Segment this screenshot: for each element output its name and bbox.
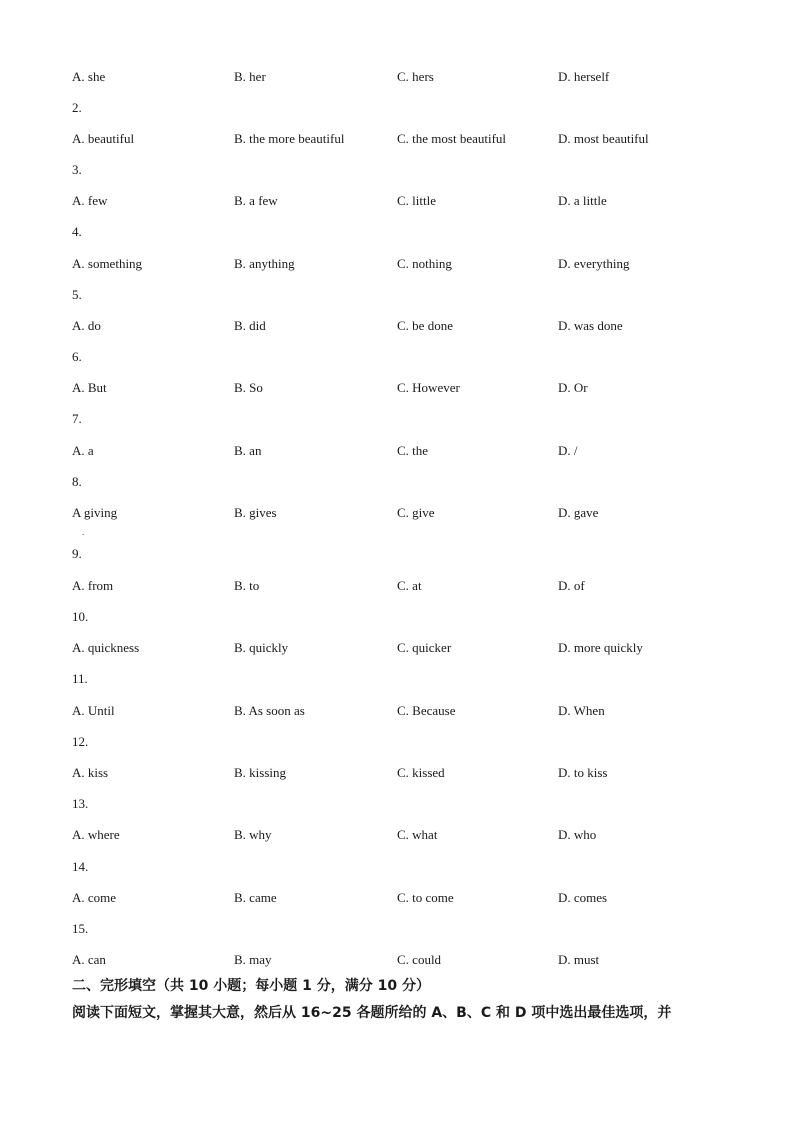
- option-a: A. something: [72, 256, 143, 271]
- options-row-14: [0, 890, 794, 906]
- options-row-1: [0, 69, 794, 85]
- option-b: B. So: [234, 380, 263, 395]
- option-a: A. kiss: [72, 765, 109, 780]
- option-b: B. gives: [234, 505, 277, 520]
- option-c: C. what: [397, 827, 438, 842]
- question-number-11: 11.: [72, 671, 88, 686]
- question-number-13: 13.: [72, 796, 89, 811]
- option-a: A. she: [72, 69, 106, 84]
- option-b: B. why: [234, 827, 272, 842]
- option-d: D. was done: [558, 318, 623, 333]
- option-c: C. little: [397, 193, 436, 208]
- question-number-15: 15.: [72, 921, 89, 936]
- question-number-5: 5.: [72, 287, 82, 302]
- option-d: D. Or: [558, 380, 588, 395]
- option-b: B. to: [234, 578, 260, 593]
- option-d: D. must: [558, 952, 600, 967]
- option-d: D. more quickly: [558, 640, 643, 655]
- section-title: 二、完形填空（共 10 小题；每小题 1 分，满分 10 分）: [72, 978, 430, 994]
- question-number-3: 3.: [72, 162, 82, 177]
- option-a: A. beautiful: [72, 131, 135, 146]
- option-d: D. everything: [558, 256, 630, 271]
- options-row-9: [0, 578, 794, 594]
- question-number-7: 7.: [72, 411, 82, 426]
- option-a: A. few: [72, 193, 108, 208]
- options-row-8: [0, 505, 794, 521]
- question-number-14: 14.: [72, 859, 89, 874]
- option-c: C. give: [397, 505, 435, 520]
- option-c: C. to come: [397, 890, 454, 905]
- options-row-5: [0, 318, 794, 334]
- question-number-6: 6.: [72, 349, 82, 364]
- option-b: B. As soon as: [234, 703, 305, 718]
- option-d: D. When: [558, 703, 605, 718]
- stray-dot-mark: .: [82, 527, 85, 537]
- options-row-15: [0, 952, 794, 968]
- option-d: D. herself: [558, 69, 610, 84]
- option-b: B. quickly: [234, 640, 289, 655]
- option-a: A giving: [72, 505, 118, 520]
- options-row-3: [0, 193, 794, 209]
- question-number-9: 9.: [72, 546, 82, 561]
- option-a: A. a: [72, 443, 94, 458]
- question-number-8: 8.: [72, 474, 82, 489]
- options-row-13: [0, 827, 794, 843]
- option-a: A. from: [72, 578, 114, 593]
- options-row-4: [0, 256, 794, 272]
- option-a: A. where: [72, 827, 120, 842]
- option-a: A. But: [72, 380, 107, 395]
- option-b: B. anything: [234, 256, 295, 271]
- option-d: D. to kiss: [558, 765, 608, 780]
- option-d: D. a little: [558, 193, 607, 208]
- option-c: C. However: [397, 380, 460, 395]
- option-c: C. could: [397, 952, 442, 967]
- option-b: B. a few: [234, 193, 278, 208]
- option-b: B. did: [234, 318, 266, 333]
- options-row-7: [0, 443, 794, 459]
- option-a: A. Until: [72, 703, 115, 718]
- option-c: C. Because: [397, 703, 456, 718]
- option-a: A. can: [72, 952, 106, 967]
- option-b: B. came: [234, 890, 277, 905]
- option-a: A. come: [72, 890, 117, 905]
- option-d: D. comes: [558, 890, 608, 905]
- options-row-10: [0, 640, 794, 656]
- option-c: C. be done: [397, 318, 453, 333]
- option-b: B. may: [234, 952, 272, 967]
- question-number-10: 10.: [72, 609, 89, 624]
- option-c: C. nothing: [397, 256, 452, 271]
- question-number-2: 2.: [72, 100, 82, 115]
- option-a: A. do: [72, 318, 101, 333]
- option-d: D. gave: [558, 505, 599, 520]
- option-c: C. kissed: [397, 765, 445, 780]
- option-d: D. who: [558, 827, 597, 842]
- options-row-6: [0, 380, 794, 396]
- question-number-4: 4.: [72, 224, 82, 239]
- option-b: B. the more beautiful: [234, 131, 345, 146]
- options-row-11: [0, 703, 794, 719]
- section-instruction: 阅读下面短文，掌握其大意，然后从 16~25 各题所给的 A、B、C 和 D 项中选出最佳选项，并: [72, 1005, 672, 1021]
- option-d: D. /: [558, 443, 578, 458]
- option-d: D. of: [558, 578, 585, 593]
- options-row-12: [0, 765, 794, 781]
- option-a: A. quickness: [72, 640, 140, 655]
- option-b: B. an: [234, 443, 262, 458]
- option-c: C. at: [397, 578, 422, 593]
- option-c: C. hers: [397, 69, 434, 84]
- option-d: D. most beautiful: [558, 131, 649, 146]
- question-number-12: 12.: [72, 734, 89, 749]
- option-c: C. quicker: [397, 640, 452, 655]
- option-c: C. the: [397, 443, 429, 458]
- option-b: B. kissing: [234, 765, 287, 780]
- option-c: C. the most beautiful: [397, 131, 507, 146]
- options-row-2: [0, 131, 794, 147]
- option-b: B. her: [234, 69, 266, 84]
